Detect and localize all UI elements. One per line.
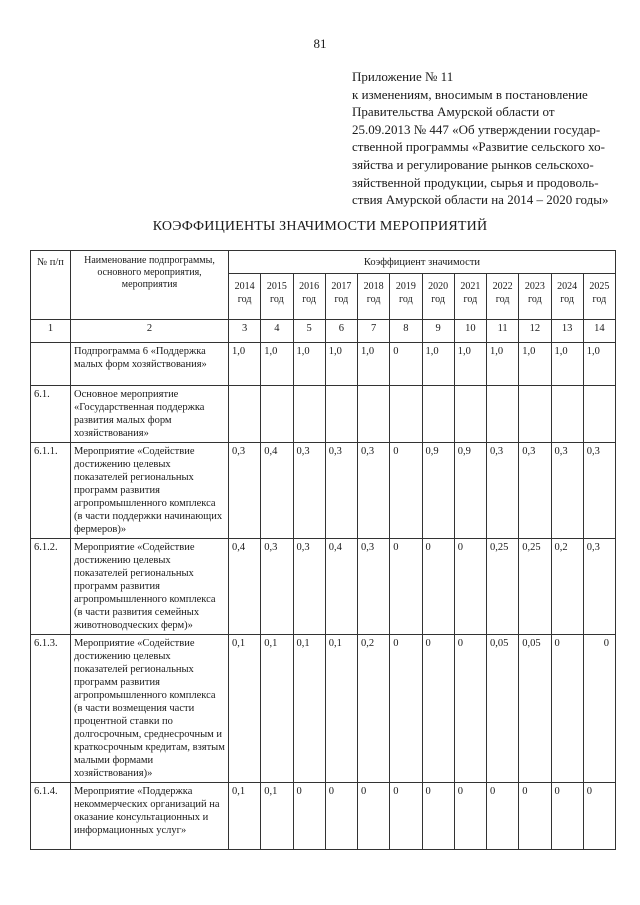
row-name: Мероприятие «Поддержка некоммерческих организаций на оказание консультационных и информационных услуг»	[71, 783, 229, 850]
header-year: 2021 год	[454, 274, 486, 320]
coef-value	[487, 386, 519, 443]
appendix-line: зяйства и регулирование рынков сельскохо-	[352, 156, 594, 172]
coef-value: 0,3	[519, 443, 551, 539]
column-number: 3	[229, 320, 261, 343]
row-name: Подпрограмма 6 «Поддержка малых форм хозяйствования»	[71, 343, 229, 386]
column-number: 6	[325, 320, 357, 343]
row-number: 6.1.4.	[31, 783, 71, 850]
coef-value: 0,3	[358, 443, 390, 539]
coefficients-table	[30, 250, 616, 850]
column-number: 11	[487, 320, 519, 343]
coef-value: 0,1	[261, 783, 293, 850]
row-number	[31, 343, 71, 386]
coef-value: 0	[293, 783, 325, 850]
coef-value	[422, 386, 454, 443]
header-year: 2015 год	[261, 274, 293, 320]
coef-value: 0,3	[293, 443, 325, 539]
coef-value: 1,0	[422, 343, 454, 386]
document-title: КОЭФФИЦИЕНТЫ ЗНАЧИМОСТИ МЕРОПРИЯТИЙ	[152, 219, 488, 234]
appendix-line: к изменениям, вносимым в постановление	[352, 86, 588, 102]
coef-value: 1,0	[229, 343, 261, 386]
table-row	[31, 783, 616, 850]
coef-value	[358, 386, 390, 443]
header-year: 2018 год	[358, 274, 390, 320]
appendix-line: ственной программы «Развитие сельского хо-	[352, 139, 605, 155]
table-row	[31, 539, 616, 635]
row-number: 6.1.1.	[31, 443, 71, 539]
header-year: 2025 год	[583, 274, 615, 320]
table-row	[31, 343, 616, 386]
header-year: 2024 год	[551, 274, 583, 320]
coef-value	[229, 386, 261, 443]
coef-value	[261, 386, 293, 443]
column-number-row	[31, 320, 616, 343]
coef-value	[390, 386, 422, 443]
row-number: 6.1.2.	[31, 539, 71, 635]
column-number: 14	[583, 320, 615, 343]
coef-value: 0	[390, 343, 422, 386]
coef-value: 0,4	[261, 443, 293, 539]
appendix-line: 25.09.2013 № 447 «Об утверждении государ-	[352, 121, 601, 137]
column-number: 4	[261, 320, 293, 343]
coef-value: 0,25	[487, 539, 519, 635]
coef-value: 0	[454, 635, 486, 783]
coef-value: 0,9	[422, 443, 454, 539]
coef-value: 0	[487, 783, 519, 850]
coef-value	[551, 386, 583, 443]
header-year: 2014 год	[229, 274, 261, 320]
coef-value: 0	[454, 783, 486, 850]
coef-value: 0,3	[358, 539, 390, 635]
coef-value: 0	[551, 783, 583, 850]
coef-value: 1,0	[261, 343, 293, 386]
coef-value: 0,05	[487, 635, 519, 783]
header-year: 2016 год	[293, 274, 325, 320]
coef-value	[454, 386, 486, 443]
coef-value: 1,0	[325, 343, 357, 386]
coef-value: 1,0	[583, 343, 615, 386]
header-name: Наименование подпрограммы, основного мероприятия, мероприятия	[71, 251, 229, 320]
header-year: 2023 год	[519, 274, 551, 320]
coef-value	[325, 386, 357, 443]
column-number: 9	[422, 320, 454, 343]
coef-value: 0	[422, 783, 454, 850]
column-number: 7	[358, 320, 390, 343]
coef-value: 0,3	[551, 443, 583, 539]
row-name: Мероприятие «Содействие достижению целевых показателей региональных программ развития агропромышленного комплекса (в части поддержки начинающих фермеров)»	[71, 443, 229, 539]
coef-value: 0	[390, 539, 422, 635]
column-number: 10	[454, 320, 486, 343]
header-year: 2017 год	[325, 274, 357, 320]
coef-value: 0,1	[229, 783, 261, 850]
coef-value: 0,05	[519, 635, 551, 783]
coef-value: 1,0	[487, 343, 519, 386]
row-name: Мероприятие «Содействие достижению целевых показателей региональных программ развития агропромышленного комплекса (в части развития семейных животноводческих ферм)»	[71, 539, 229, 635]
appendix-line: Приложение № 11	[352, 69, 454, 84]
coef-value: 0	[551, 635, 583, 783]
coef-value: 0,2	[358, 635, 390, 783]
header-year: 2020 год	[422, 274, 454, 320]
coef-value: 1,0	[551, 343, 583, 386]
appendix-line: зяйственной продукции, сырья и продоволь-	[352, 174, 599, 190]
coef-value: 0,3	[325, 443, 357, 539]
table-header-row	[31, 251, 616, 274]
row-name: Мероприятие «Содействие достижению целевых показателей региональных программ развития агропромышленного комплекса (в части возмещения части процентной ставки по долгосрочным, среднесрочным и краткосрочным кредитам, взятым малыми формами хозяйствования)»	[71, 635, 229, 783]
coef-value: 0	[583, 783, 615, 850]
coef-value: 0,4	[229, 539, 261, 635]
table-row	[31, 386, 616, 443]
coef-value	[583, 386, 615, 443]
coef-value: 0,3	[583, 443, 615, 539]
row-name: Основное мероприятие «Государственная поддержка развития малых форм хозяйствования»	[71, 386, 229, 443]
row-number: 6.1.3.	[31, 635, 71, 783]
coef-value: 0,25	[519, 539, 551, 635]
table-row	[31, 443, 616, 539]
coef-value: 0	[358, 783, 390, 850]
coef-value: 0,2	[551, 539, 583, 635]
coef-value: 0	[422, 635, 454, 783]
coef-value	[519, 386, 551, 443]
column-number: 5	[293, 320, 325, 343]
coef-value: 0,3	[583, 539, 615, 635]
coef-value: 0,9	[454, 443, 486, 539]
coef-value: 0,3	[487, 443, 519, 539]
column-number: 8	[390, 320, 422, 343]
coef-value	[293, 386, 325, 443]
column-number: 12	[519, 320, 551, 343]
coef-value: 0	[390, 635, 422, 783]
header-coefficient: Коэффициент значимости	[229, 251, 616, 274]
coef-value: 0	[325, 783, 357, 850]
coef-value: 0	[390, 783, 422, 850]
coef-value: 0	[454, 539, 486, 635]
header-year: 2019 год	[390, 274, 422, 320]
coef-value: 0,1	[261, 635, 293, 783]
appendix-line: Правительства Амурской области от	[352, 104, 555, 120]
column-number: 1	[31, 320, 71, 343]
coef-value: 0,3	[229, 443, 261, 539]
coef-value: 1,0	[454, 343, 486, 386]
header-num: № п/п	[31, 251, 71, 320]
coef-value: 0,3	[261, 539, 293, 635]
coef-value: 0,3	[293, 539, 325, 635]
column-number: 2	[71, 320, 229, 343]
appendix-note	[352, 68, 622, 209]
column-number: 13	[551, 320, 583, 343]
coef-value: 0,1	[229, 635, 261, 783]
coef-value: 0	[583, 635, 615, 783]
page-number: 81	[313, 36, 327, 51]
coef-value: 0,4	[325, 539, 357, 635]
coef-value: 1,0	[358, 343, 390, 386]
coef-value: 1,0	[293, 343, 325, 386]
coef-value: 1,0	[519, 343, 551, 386]
coef-value: 0	[422, 539, 454, 635]
coef-value: 0,1	[325, 635, 357, 783]
coef-value: 0	[519, 783, 551, 850]
header-year: 2022 год	[487, 274, 519, 320]
coef-value: 0	[390, 443, 422, 539]
coef-value: 0,1	[293, 635, 325, 783]
appendix-line: ствия Амурской области на 2014 – 2020 годы»	[352, 192, 609, 208]
table-row	[31, 635, 616, 783]
row-number: 6.1.	[31, 386, 71, 443]
